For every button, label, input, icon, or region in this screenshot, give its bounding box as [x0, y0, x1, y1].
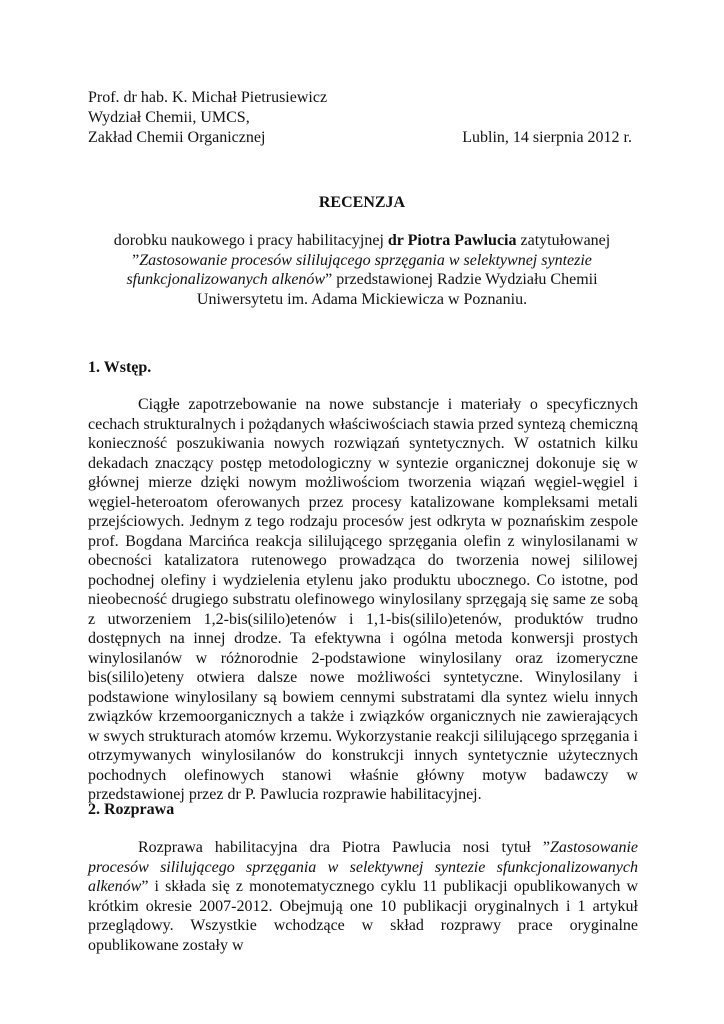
document-title: RECENZJA [318, 194, 406, 211]
reviewer-department: Wydział Chemii, UMCS, [88, 109, 250, 126]
dissertation-text-suffix: ” i składa się z monotematycznego cyklu 11 publikacji opublikowanych w krótkim okresie 2007-2012. Obejmują one 10 publikacji oryginalnych i 1 artykuł przeglądowy. Wszystkie wchodzące w skład rozprawy prace oryginalne opublikowane zostały w [88, 878, 638, 954]
subject-suffix: ” przedstawionej Radzie Wydziału Chemii Uniwersytetu im. Adama Mickiewicza w Poznaniu. [196, 271, 598, 308]
place-date: Lublin, 14 sierpnia 2012 r. [462, 129, 632, 146]
reviewer-unit: Zakład Chemii Organicznej [88, 129, 266, 146]
dissertation-text-prefix: Rozprawa habilitacyjna dra Piotra Pawlucia nosi tytuł ” [138, 839, 550, 856]
candidate-name: dr Piotra Pawlucia [387, 232, 517, 249]
dissertation-paragraph [88, 838, 638, 955]
section-heading-introduction: 1. Wstęp. [88, 359, 152, 376]
quote-open: ” [132, 251, 140, 269]
reviewer-name: Prof. dr hab. K. Michał Pietrusiewicz [88, 89, 328, 106]
subject-prefix: dorobku naukowego i pracy habilitacyjnej [113, 232, 388, 249]
section-heading-dissertation: 2. Rozprawa [88, 801, 175, 818]
thesis-title: Zastosowanie procesów sililującego sprzęgania w selektywnej syntezie sfunkcjonalizowanych alkenów [126, 251, 592, 288]
review-subject [100, 231, 624, 309]
introduction-paragraph: Ciągłe zapotrzebowanie na nowe substancje i materiały o specyficznych cechach strukturalnych i pożądanych właściwościach stawia przed syntezą chemiczną konieczność poszukiwania nowych rozwiązań syntetycznych. W ostatnich kilku dekadach znaczący postęp metodologiczny w syntezie organicznej dokonuje się w głównej mierze dzięki nowym możliwościom tworzenia wiązań węgiel-węgiel i węgiel-heteroatom oferowanych przez procesy katalizowane kompleksami metali przejściowych. Jednym z tego rodzaju procesów jest odkryta w poznańskim zespole prof. Bogdana Marcińca reakcja sililującego sprzęgania olefin z winylosilanami w obecności katalizatora rutenowego prowadząca do tworzenia nowej sililowej pochodnej olefiny i wydzielenia etylenu jako produktu ubocznego. Co istotne, pod nieobecność drugiego substratu olefinowego winylosilany sprzęgają się same ze sobą z utworzeniem 1,2-bis(sililo)etenów i 1,1-bis(sililo)etenów, produktów trudno dostępnych na innej drodze. Ta efektywna i ogólna metoda konwersji prostych winylosilanów w różnorodnie 2-podstawione winylosilany oraz izomeryczne bis(sililo)eteny otwiera dalsze nowe możliwości syntetyczne. Winylosilany i podstawione winylosilany są bowiem cennymi substratami dla syntez wielu innych związków krzemoorganicznych a także i związków organicznych nie zawierających w swych strukturach atomów krzemu. Wykorzystanie reakcji sililującego sprzęgania i otrzymywanych winylosilanów do konstrukcji innych syntetycznie użytecznych pochodnych olefinowych stanowi właśnie główny motyw badawczy w przedstawionej przez dr P. Pawlucia rozprawie habilitacyjnej. [88, 396, 638, 803]
subject-after-author: zatytułowanej [516, 232, 611, 249]
dissertation-title: Zastosowanie procesów sililującego sprzęgania w selektywnej syntezie sfunkcjonalizowanych alkenów [88, 839, 638, 895]
